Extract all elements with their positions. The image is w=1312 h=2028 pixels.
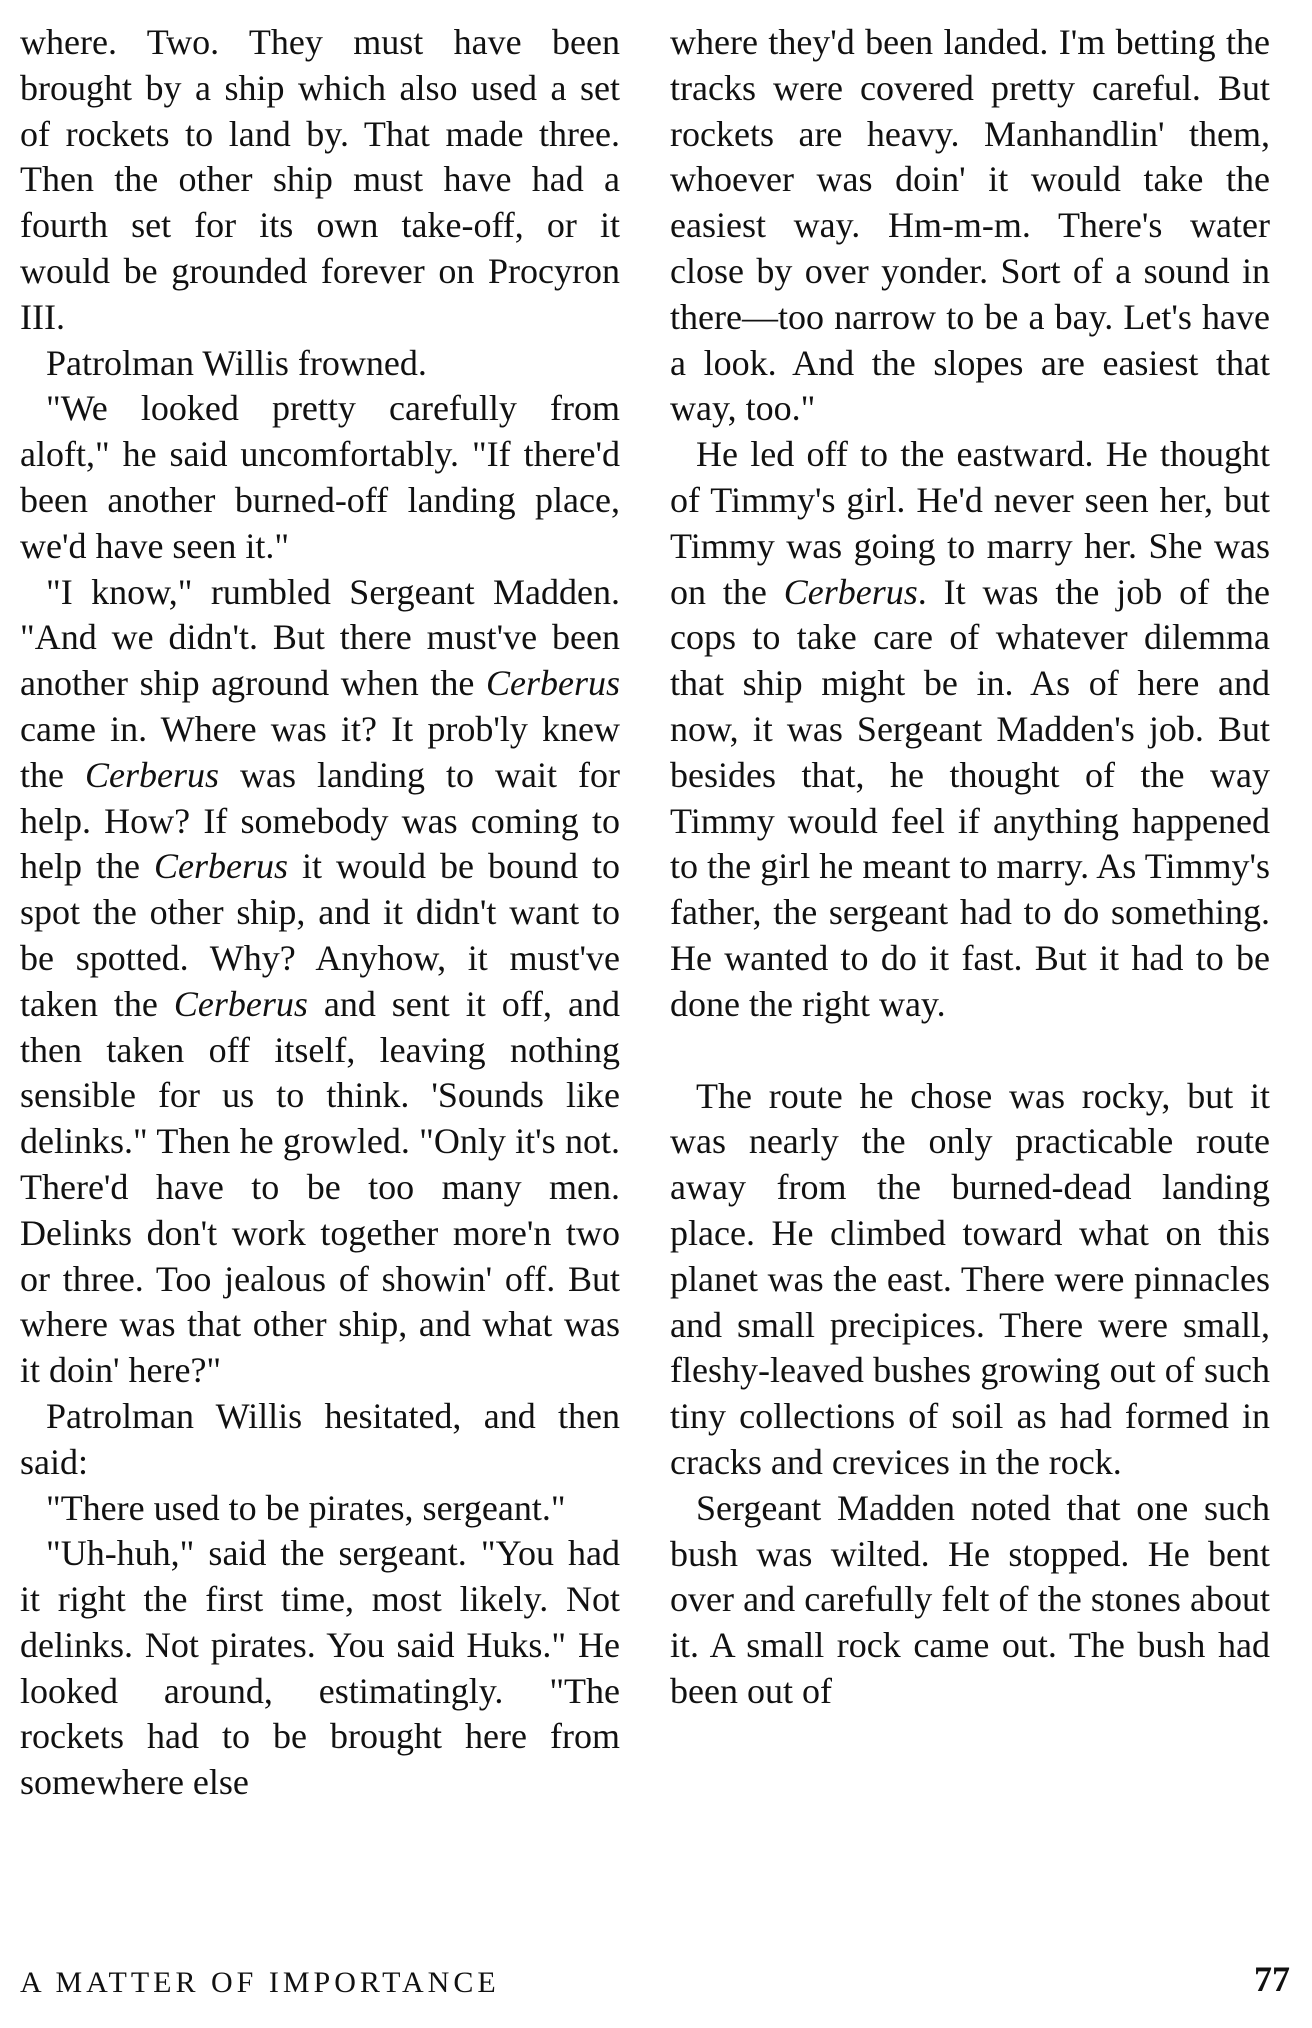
section-break xyxy=(670,1028,1270,1074)
paragraph: He led off to the eastward. He thought of Timmy's girl. He'd never seen her, but Timmy was going to marry her. She was on the Cerberus. It was the job of the cops to take care of whatever dilemma that ship might be in. As of here and now, it was Sergeant Madden's job. But besides that, he thought of the way Timmy would feel if anything happened to the girl he meant to marry. As Timmy's father, the sergeant had to do something. He wanted to do it fast. But it had to be done the right way. xyxy=(670,434,1270,1024)
paragraph: The route he chose was rocky, but it was nearly the only practicable route away from the burned-dead landing place. He climbed toward what on this planet was the east. There were pinnacles and small precipices. There were small, fleshy-leaved bushes growing out of such tiny collections of soil as had formed in cracks and crevices in the rock. xyxy=(670,1075,1270,1482)
paragraph: "Uh-huh," said the sergeant. "You had it right the first time, most likely. Not delinks. Not pirates. You said Huks." He looked around, estimatingly. "The rockets had to be brought here from somewhere else xyxy=(20,1533,620,1803)
page-footer xyxy=(20,1959,1290,2016)
paragraph: where they'd been landed. I'm betting the tracks were covered pretty careful. But rockets are heavy. Manhandlin' them, whoever was doin' it would take the easiest way. Hm-m-m. There's water close by over yonder. Sort of a sound in there—too narrow to be a bay. Let's have a look. And the slopes are easiest that way, too." xyxy=(670,22,1270,429)
paragraph: "There used to be pirates, sergeant." xyxy=(46,1487,566,1528)
paragraph: "I know," rumbled Sergeant Madden. "And we didn't. But there must've been another ship aground when the Cerberus came in. Where was it? It prob'ly knew the Cerberus was landing to wait for help. How? If somebody was coming to help the Cerberus it would be bound to spot the other ship, and it didn't want to be spotted. Why? Anyhow, it must've taken the Cerberus and sent it off, and then taken off itself, leaving nothing sensible for us to think. 'Sounds like delinks." Then he growled. "Only it's not. There'd have to be too many men. Delinks don't work together more'n two or three. Too jealous of showin' off. But where was that other ship, and what was it doin' here?" xyxy=(20,571,621,1391)
page-number: 77 xyxy=(1254,1959,1290,1999)
paragraph: "We looked pretty carefully from aloft," he said uncomfortably. "If there'd been another burned-off landing place, we'd have seen it." xyxy=(20,388,620,566)
right-text-column xyxy=(670,20,1270,1715)
paragraph: where. Two. They must have been brought by a ship which also used a set of rockets to land by. That made three. Then the other ship must have had a fourth set for its own take-off, or it would be grounded forever on Procyron III. xyxy=(20,22,620,337)
paragraph: Patrolman Willis hesitated, and then said: xyxy=(20,1395,620,1482)
left-text-column xyxy=(20,20,620,1806)
running-title: A MATTER OF IMPORTANCE xyxy=(20,1966,500,1999)
paragraph: Patrolman Willis frowned. xyxy=(46,342,427,383)
paragraph: Sergeant Madden noted that one such bush was wilted. He stopped. He bent over and carefully felt of the stones about it. A small rock came out. The bush had been out of xyxy=(670,1487,1270,1711)
